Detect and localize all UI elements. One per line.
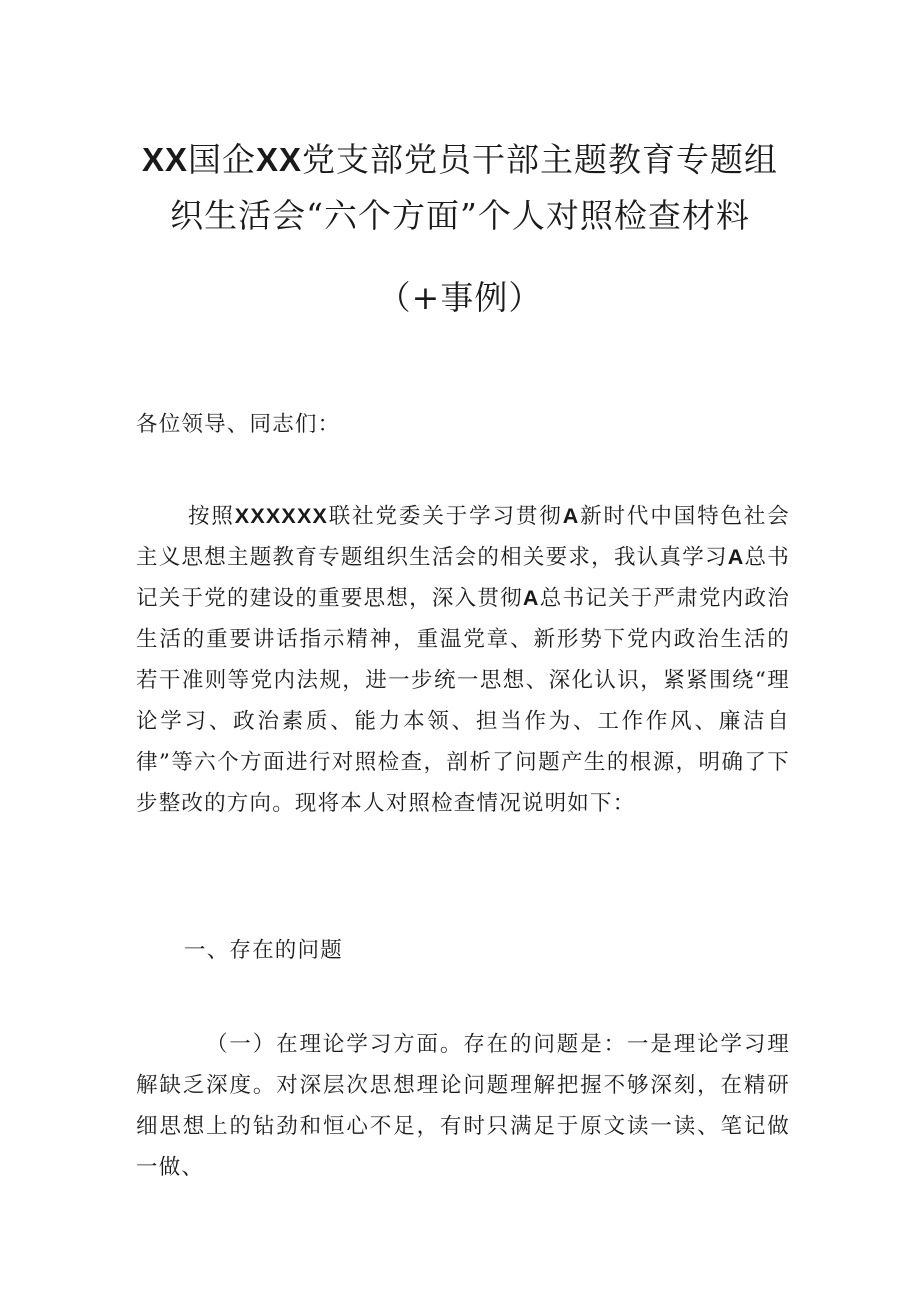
title-xx-1: XX [141,141,188,178]
section-heading-problems: 一、存在的问题 [184,938,343,963]
theory-study-paragraph: （一）在理论学习方面。存在的问题是：一是理论学习理解缺乏深度。对深层次思想理论问题理解把握不够深刻，在精研细思想上的钻劲和恒心不足，有时只满足于原文读一读、笔记做一做、 [136,1032,790,1180]
salutation: 各位领导、同志们： [136,412,341,437]
intro-letter-a-1: A [562,504,580,528]
title-xx-2: XX [256,141,303,178]
intro-text-c: 联社党委关于学习贯彻 [328,504,563,529]
title-text-1: 国企 [188,140,256,179]
title-line-2: 织生活会“六个方面”个人对照检查材料 [170,196,750,235]
intro-letter-a-3: A [522,586,540,610]
title-text-2: 党支部党员干部主题教育专题组 [302,140,779,179]
intro-text-g: 总书记关于党的建设的重要思想，深入贯彻 [136,545,791,611]
intro-letter-a-2: A [727,545,745,569]
intro-text-a: 按照 [188,504,235,529]
intro-org-code: XXXXXX [234,504,329,528]
title-line-3: （+事例） [377,278,543,317]
title-line-1 [120,130,800,190]
intro-text-e: 新时代中国特色社会主义思想主题教育专题组织生活会的相关要求，我认真学习 [136,504,790,570]
intro-text-i: 总书记关于严肃党内政治生活的重要讲话指示精神，重温党章、新形势下党内政治生活的若干准则等党内法规，进一步统一思想、深化认识，紧紧围绕“理论学习、政治素质、能力本领、担当作为、工作作风、廉洁自律”等六个方面进行对照检查，剖析了问题产生的根源，明确了下步整改的方向。现将本人对照检查情况说明如下： [136,586,791,816]
intro-paragraph [136,496,790,824]
